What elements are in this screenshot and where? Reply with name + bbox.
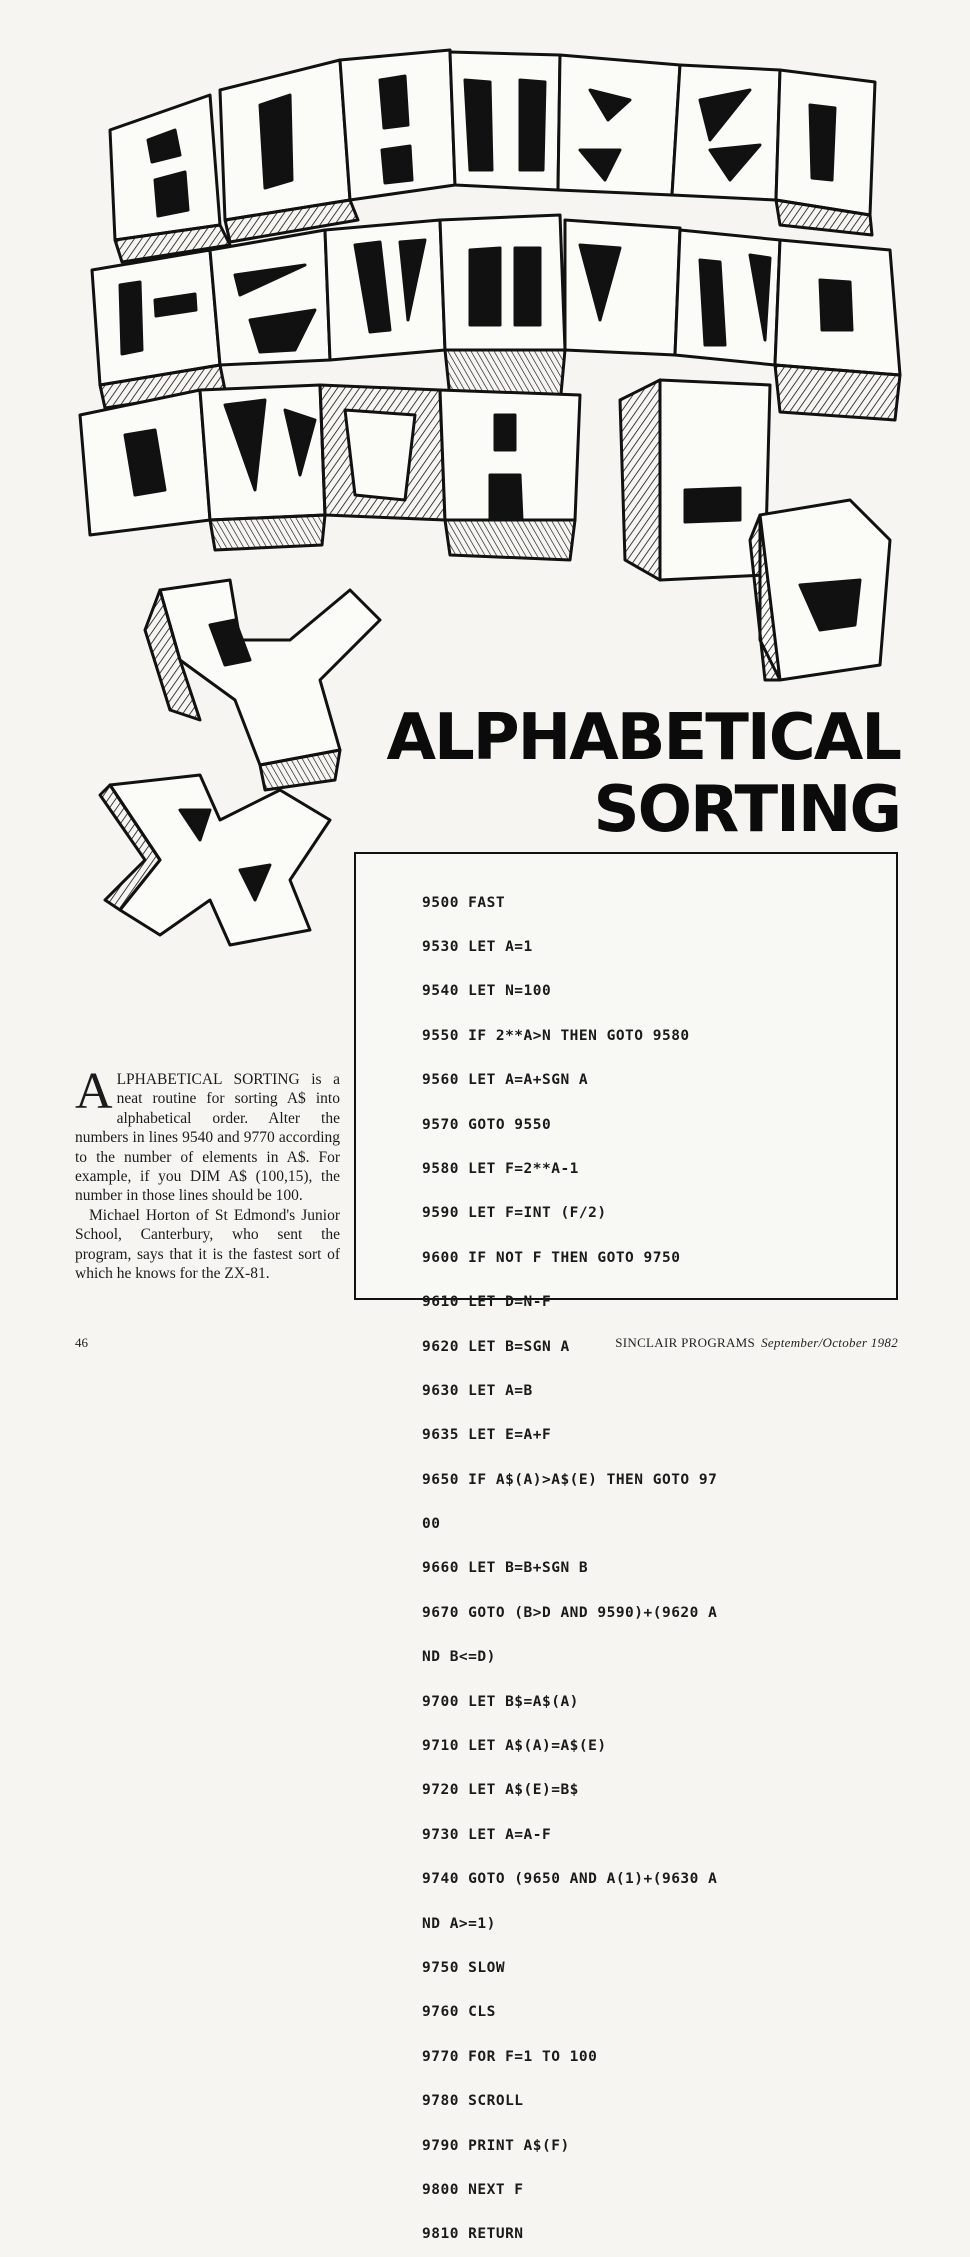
letter-block-s <box>210 230 330 365</box>
credit-paragraph: Michael Horton of St Edmond's Junior School, Canterbury, who sent the program, says that it is the fastest sort of which he knows for the ZX-81. <box>75 1206 340 1283</box>
letter-block-j <box>565 220 680 355</box>
letter-block-n <box>675 230 780 365</box>
letter-block-k <box>200 385 325 550</box>
listing-line: 9500 FAST <box>422 894 506 911</box>
page-number: 46 <box>75 1335 88 1350</box>
listing-line: 9630 LET A=B <box>422 1382 533 1399</box>
listing-line: 9720 LET A$(E)=B$ <box>422 1782 579 1799</box>
listing-line: 9730 LET A=A-F <box>422 1826 552 1843</box>
letter-block-b <box>110 95 230 262</box>
listing-line: 9670 GOTO (B>D AND 9590)+(9620 A <box>422 1604 718 1621</box>
drop-cap: A <box>75 1063 113 1120</box>
letter-block-g <box>750 500 890 680</box>
listing-line: 9740 GOTO (9650 AND A(1)+(9630 A <box>422 1871 718 1888</box>
letter-block-x <box>100 775 330 945</box>
letter-block-r <box>558 55 680 195</box>
listing-line: 9660 LET B=B+SGN B <box>422 1560 589 1577</box>
listing-line: 9620 LET B=SGN A <box>422 1338 570 1355</box>
magazine-name: SINCLAIR PROGRAMS <box>615 1335 756 1350</box>
listing-line: 9750 SLOW <box>422 1959 506 1976</box>
listing-line: 9700 LET B$=A$(A) <box>422 1693 579 1710</box>
article-title-line-2: SORTING <box>593 773 900 847</box>
listing-line: 9780 SCROLL <box>422 2093 524 2110</box>
listing-line: 9760 CLS <box>422 2004 496 2021</box>
listing-line: 9590 LET F=INT (F/2) <box>422 1205 607 1222</box>
letter-block-e <box>92 250 225 408</box>
listing-line: 9790 PRINT A$(F) <box>422 2137 570 2154</box>
letter-block-e2 <box>620 380 770 580</box>
listing-line: 9540 LET N=100 <box>422 983 552 1000</box>
letter-block-n2 <box>320 385 445 520</box>
listing-line: 9810 RETURN <box>422 2226 524 2243</box>
letter-block-z <box>672 65 780 200</box>
listing-line: 9650 IF A$(A)>A$(E) THEN GOTO 97 <box>422 1471 718 1488</box>
listing-line: 9580 LET F=2**A-1 <box>422 1160 579 1177</box>
intro-paragraph <box>75 1063 340 1206</box>
listing-line: 9800 NEXT F <box>422 2181 524 2198</box>
listing-line: 9530 LET A=1 <box>422 938 533 955</box>
letter-block-a <box>80 390 210 535</box>
letter-block-c <box>220 60 358 242</box>
letter-block-v <box>325 220 445 360</box>
letter-block-h <box>340 50 455 200</box>
article-title-line-1: ALPHABETICAL <box>386 701 900 775</box>
letter-block-y <box>145 580 380 790</box>
running-footer <box>615 1335 898 1351</box>
letter-block-t <box>450 52 560 190</box>
listing-line: 9600 IF NOT F THEN GOTO 9750 <box>422 1249 681 1266</box>
letter-block-o <box>440 215 565 405</box>
letter-block-d <box>775 240 900 420</box>
issue-date: September/October 1982 <box>761 1335 898 1350</box>
listing-line: 9550 IF 2**A>N THEN GOTO 9580 <box>422 1027 690 1044</box>
listing-line: 9560 LET A=A+SGN A <box>422 1072 589 1089</box>
letter-block-u <box>776 70 875 235</box>
intro-text: LPHABETICAL SORTING is a neat routine for sorting A$ into alphabetical order. Alter the numbers in lines 9540 and 9770 according to the number of elements in A$. For example, if you DIM A$ (100,15), the number in those lines should be 100. <box>75 1071 340 1205</box>
letter-block-p <box>440 390 580 560</box>
listing-line: 9710 LET A$(A)=A$(E) <box>422 1738 607 1755</box>
listing-line: ND B<=D) <box>422 1649 496 1666</box>
listing-line: 9570 GOTO 9550 <box>422 1116 552 1133</box>
listing-line: 9635 LET E=A+F <box>422 1427 552 1444</box>
listing-line: 9770 FOR F=1 TO 100 <box>422 2048 598 2065</box>
listing-line: 9610 LET D=N-F <box>422 1294 552 1311</box>
article-body <box>75 1063 340 1283</box>
listing-line: 00 <box>422 1516 441 1533</box>
listing-line: ND A>=1) <box>422 1915 496 1932</box>
